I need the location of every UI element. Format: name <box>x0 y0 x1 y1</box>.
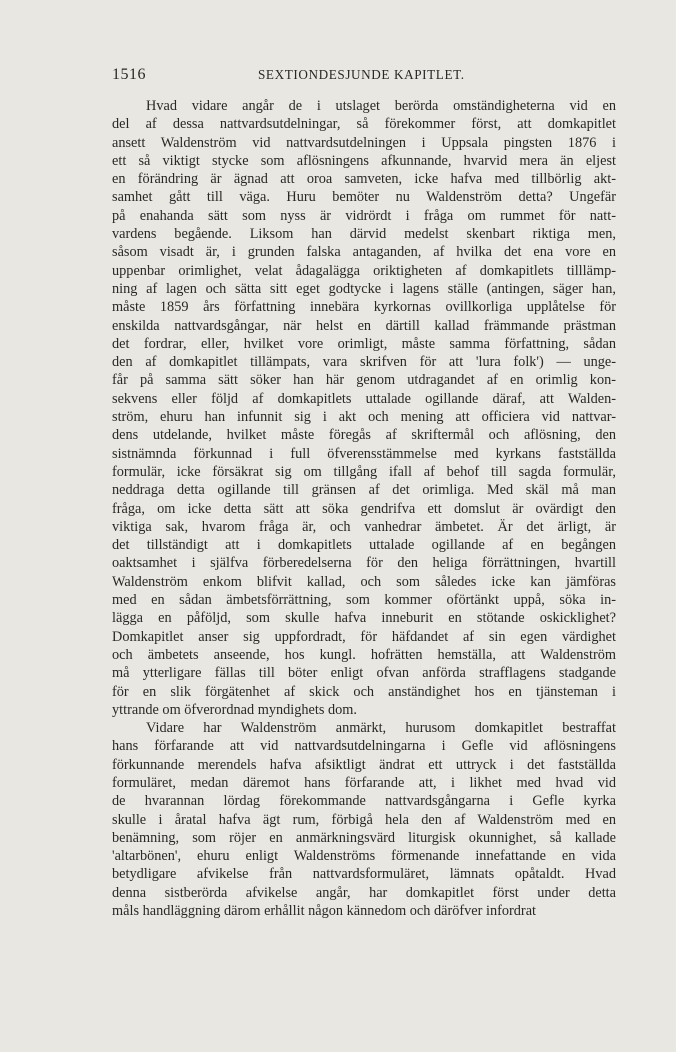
text-line: Domkapitlet anser sig uppfordradt, för häfdandet af sin egen värdighet <box>112 628 616 645</box>
paragraph <box>112 719 616 920</box>
text-line: förkunnande merendels hafva afsiktligt ändrat ett uttryck i det fastställda <box>112 756 616 773</box>
text-line: och ämbetets anseende, hos kungl. hofrätten hemställa, att Waldenström <box>112 646 616 663</box>
text-line: en förändring är ägnad att oroa samveten, icke hafva med tillbörlig akt- <box>112 171 616 188</box>
text-line: uppenbar orimlighet, velat ådagalägga oriktigheten af domkapitlets tilllämp- <box>112 262 616 279</box>
text-line: hans förfarande att vid nattvardsutdelningarna i Gefle vid aflösningens <box>112 738 616 755</box>
text-line: må ytterligare fällas till böter enligt ofvan anförda strafflagens stadgande <box>112 665 616 682</box>
text-line: oaktsamhet i själfva förberedelserna för den heliga förrättningen, hvartill <box>112 555 616 572</box>
text-line: neddraga detta ogillande till gränsen af det orimliga. Med skäl må man <box>112 482 616 499</box>
text-line: Waldenström enkom blifvit kallad, och som således icke kan jämföras <box>112 573 616 590</box>
text-line: samhet gått till väga. Huru bemöter nu Waldenström detta? Ungefär <box>112 189 616 206</box>
text-line: ansett Waldenström vid nattvardsutdelningen i Uppsala pingsten 1876 i <box>112 134 616 151</box>
text-line: formuläret, medan däremot hans förfarande att, i likhet med hvad vid <box>112 774 616 791</box>
text-line: sistnämnda förkunnad i full öfverensstämmelse med kyrkans fastställda <box>112 445 616 462</box>
text-line: del af dessa nattvardsutdelningar, så förekommer först, att domkapitlet <box>112 116 616 133</box>
page-number: 1516 <box>112 66 146 83</box>
body-text <box>112 97 616 920</box>
text-line: med en sådan ämbetsförrättning, som kommer oförtänkt uppå, söka in- <box>112 592 616 609</box>
text-line: får på samma sätt söker han här genom utdragandet af en orimlig kon- <box>112 372 616 389</box>
text-line: det fordrar, eller, hvilket vore orimligt, måste samma författning, sådan <box>112 335 616 352</box>
text-line: måls handläggning därom erhållit någon kännedom och däröfver infordrat <box>112 903 537 920</box>
text-line: sekvens eller följd af domkapitlets uttalade ogillande däraf, att Walden- <box>112 390 616 407</box>
text-line: denna sistberörda afvikelse angår, har domkapitlet först under detta <box>112 884 616 901</box>
text-line: skulle i åratal hafva ägt rum, förbigå hela den af Waldenström med en <box>112 811 616 828</box>
text-line: betydligare afvikelse från nattvardsformuläret, lämnats opåtaldt. Hvad <box>112 866 616 883</box>
page-header <box>112 66 616 86</box>
text-line: Vidare har Waldenström anmärkt, hurusom domkapitlet bestraffat <box>146 720 616 737</box>
text-line: lägga en påföljd, som skulle hafva inneburit en stötande oskicklighet? <box>112 610 616 627</box>
text-line: måste 1859 års författning innebära kyrkornas ovillkorliga upplåtelse för <box>112 299 616 316</box>
text-line: på enahanda sätt som nyss är vidrördt i fråga om rummet för natt- <box>112 207 616 224</box>
paragraph <box>112 97 616 719</box>
text-line: benämning, som röjer en anmärkningsvärd liturgisk okunnighet, så kallade <box>112 829 616 846</box>
text-line: den af domkapitlet tillämpats, vara skrifven för att 'lura folk') — unge- <box>112 354 616 371</box>
text-line: Hvad vidare angår de i utslaget berörda omständigheterna vid en <box>146 98 616 114</box>
text-line: vardens begående. Liksom han därvid medelst skenbart riktiga men, <box>112 226 616 243</box>
text-line: ström, ehuru han infunnit sig i akt och mening att officiera vid nattvar- <box>112 409 616 426</box>
text-line: dens utdelande, hvilket måste föregås af skriftermål och aflösning, den <box>112 427 616 444</box>
text-line: för en slik förgätenhet af skick och anständighet hos en tjänsteman i <box>112 683 616 700</box>
text-line: 'altarbönen', ehuru enligt Waldenströms förmenande innefattande en vida <box>112 848 616 865</box>
text-line: ning af lagen och sätta sitt eget godtycke i lagens ställe (antingen, säger han, <box>112 280 616 297</box>
running-title: SEXTIONDESJUNDE KAPITLET. <box>258 67 465 82</box>
text-line: enskilda nattvardsgångar, när helst en därtill kallad främmande prästman <box>112 317 616 334</box>
text-line: det tillständigt att i domkapitlets uttalade ogillande af en begången <box>112 537 616 554</box>
text-line: formulär, icke försäkrat sig om tillgång ifall af behof till sagda formulär, <box>112 463 616 480</box>
text-line: såsom visadt är, i grunden falska antaganden, af hvilka det ena vore en <box>112 244 616 261</box>
text-line: yttrande om öfverordnad myndighets dom. <box>112 701 357 718</box>
text-line: fråga, om icke detta sätt att söka gendrifva ett domslut är ovärdigt den <box>112 500 616 517</box>
text-line: ett så viktigt stycke som aflösningens afkunnande, hvarvid mera än eljest <box>112 152 616 169</box>
text-line: viktiga sak, hvarom fråga är, och vanhedrar ämbetet. Är det ärligt, är <box>112 518 616 535</box>
text-line: de hvarannan lördag förekommande nattvardsgångarna i Gefle kyrka <box>112 793 616 810</box>
